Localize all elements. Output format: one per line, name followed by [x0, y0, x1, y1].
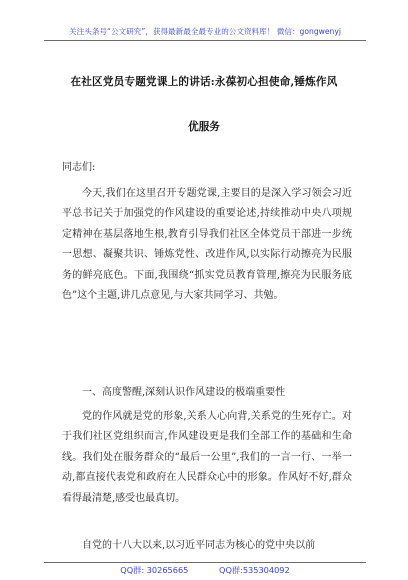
footer-qq-group-1: QQ群: 30265665: [120, 565, 189, 575]
paragraph-intro: 今天,我们在这里召开专题党课,主要目的是深入学习领会习近平总书记关于加强党的作风建设的重要论述,持续推动中央八项规定精神在基层落地生根,教育引导我们社区全体党员干部进一步统一思想、凝聚共识、锤炼党性、改进作风,以实际行动擦亮为民服务的鲜亮底色。下面,我围绕“抓实党员教育管理,擦亮为民服务底色”这个主题,讲几点意见,与大家共同学习、共勉。: [62, 188, 352, 302]
document-title-line-1: 在社区党员专题党课上的讲话:永葆初心担使命,锤炼作风: [70, 76, 338, 88]
header-banner: 关注头条号“公文研究”，获得最新最全最专业的公文资料库！ 微信：gongwenyj: [69, 27, 341, 36]
footer-divider: [44, 562, 366, 563]
paragraph-continued: 自党的十八大以来,以习近平同志为核心的党中央以前: [82, 540, 316, 551]
salutation: 同志们:: [62, 162, 96, 173]
section-heading-1: 一、高度警醒,深刻认识作风建设的极端重要性: [82, 387, 286, 398]
document-title-line-2: 优服务: [188, 121, 220, 133]
paragraph-work-style: 党的作风就是党的形象,关系人心向背,关系党的生死存亡。对于我们社区党组织而言,作风建设更是我们全部工作的基础和生命线。我们处在服务群众的“最后一公里”,我们的一言一行、一举一动,都直接代表党和政府在人民群众心中的形象。作风好不好,群众看得最清楚,感受也最真切。: [62, 411, 352, 504]
footer: [44, 565, 366, 576]
footer-qq-group-2: QQ群:535304092: [219, 565, 290, 575]
header-divider: [44, 40, 366, 41]
